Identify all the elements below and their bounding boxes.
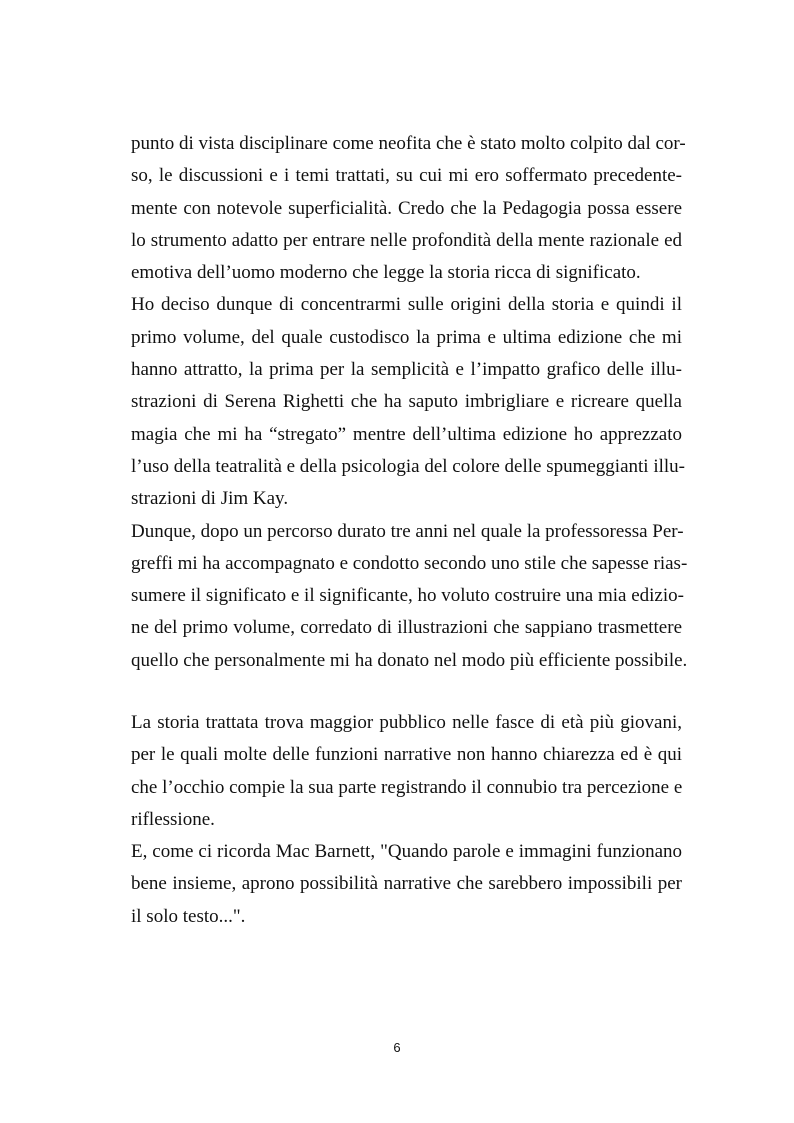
text-line: bene insieme, aprono possibilità narrative che sarebbero impossibili per bbox=[131, 873, 682, 895]
paragraph-1 bbox=[131, 128, 686, 289]
page-number: 6 bbox=[393, 1040, 401, 1055]
text-line: Ho deciso dunque di concentrarmi sulle origini della storia e quindi il bbox=[131, 294, 682, 316]
text-line: Dunque, dopo un percorso durato tre anni nel quale la professoressa Per- bbox=[131, 520, 684, 542]
text-line: strazioni di Serena Righetti che ha saputo imbrigliare e ricreare quella bbox=[131, 391, 682, 413]
text-line: so, le discussioni e i temi trattati, su cui mi ero soffermato precedente- bbox=[131, 165, 682, 187]
text-line: che l’occhio compie la sua parte registrando il connubio tra percezione e bbox=[131, 776, 683, 798]
paragraph-2 bbox=[131, 289, 685, 515]
text-line: hanno attratto, la prima per la semplicità e l’impatto grafico delle illu- bbox=[131, 359, 682, 381]
text-line: primo volume, del quale custodisco la prima e ultima edizione che mi bbox=[131, 326, 682, 348]
text-line: il solo testo...". bbox=[131, 905, 246, 927]
text-line: l’uso della teatralità e della psicologia del colore delle spumeggianti illu- bbox=[131, 455, 685, 477]
text-line: sumere il significato e il significante, ho voluto costruire una mia edizio- bbox=[131, 585, 684, 607]
text-section-1 bbox=[131, 128, 688, 677]
paragraph-3 bbox=[131, 516, 688, 677]
text-line: quello che personalmente mi ha donato nel modo più efficiente possibile. bbox=[131, 649, 688, 671]
text-line: ne del primo volume, corredato di illustrazioni che sappiano trasmettere bbox=[131, 617, 682, 639]
text-line: La storia trattata trova maggior pubblico nelle fasce di età più giovani, bbox=[131, 712, 682, 733]
text-section-2 bbox=[131, 707, 682, 933]
text-line: lo strumento adatto per entrare nelle profondità della mente razionale ed bbox=[131, 229, 682, 251]
text-line: strazioni di Jim Kay. bbox=[131, 488, 289, 510]
text-line: riflessione. bbox=[131, 808, 215, 830]
text-line: greffi mi ha accompagnato e condotto secondo uno stile che sapesse rias- bbox=[131, 552, 688, 574]
paragraph-5 bbox=[131, 836, 682, 933]
text-line: E, come ci ricorda Mac Barnett, "Quando parole e immagini funzionano bbox=[131, 841, 682, 863]
text-line: per le quali molte delle funzioni narrative non hanno chiarezza ed è qui bbox=[131, 744, 682, 766]
paragraph-4 bbox=[131, 707, 682, 836]
text-line: mente con notevole superficialità. Credo che la Pedagogia possa essere bbox=[131, 197, 682, 219]
text-line: punto di vista disciplinare come neofita che è stato molto colpito dal cor- bbox=[131, 133, 686, 154]
text-line: emotiva dell’uomo moderno che legge la storia ricca di significato. bbox=[131, 262, 641, 284]
text-line: magia che mi ha “stregato” mentre dell’ultima edizione ho apprezzato bbox=[131, 423, 682, 445]
